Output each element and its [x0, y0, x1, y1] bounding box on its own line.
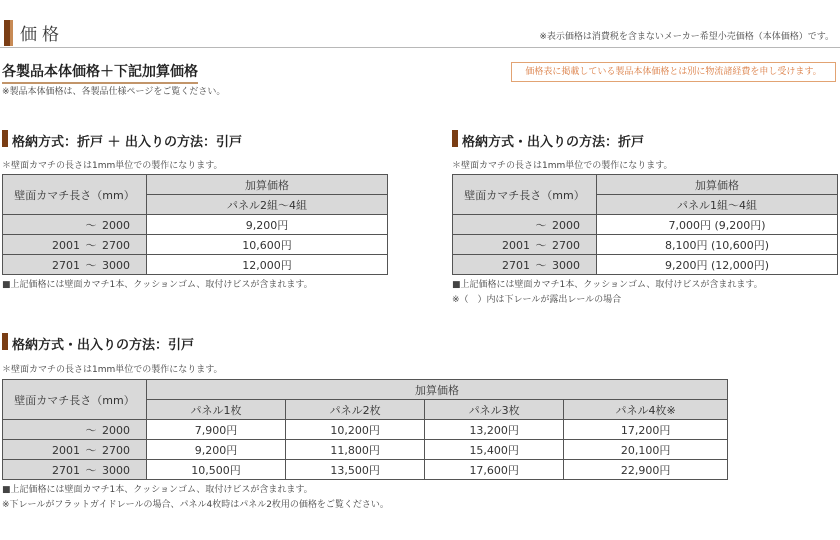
table-row: [3, 255, 388, 275]
price-cell: 11,800円: [286, 440, 425, 460]
section1-title: 格納方式：折戸 ＋ 出入りの方法：引戸: [12, 135, 243, 150]
price-cell: 20,100円: [564, 440, 728, 460]
price-cell: 10,600円: [147, 235, 388, 255]
section3-title: 格納方式・出入りの方法：引戸: [12, 338, 195, 353]
section2-title: 格納方式・出入りの方法：折戸: [462, 135, 645, 150]
section1-group-header: 加算価格: [147, 175, 388, 195]
section1-col-label: 壁面カマチ長さ（mm）: [3, 175, 147, 215]
logistics-notice: 価格表に掲載している製品本体価格とは別に物流諸経費を申し受けます。: [511, 62, 836, 82]
section1-price-table: [2, 174, 388, 275]
section2-note: ＊壁面カマチの長さは1mm単位での製作になります。: [452, 161, 673, 171]
price-cell: 22,900円: [564, 460, 728, 480]
price-cell: 13,500円: [286, 460, 425, 480]
price-cell: 17,200円: [564, 420, 728, 440]
range-from: 2001: [52, 238, 80, 252]
tax-note: ※表示価格は消費税を含まないメーカー希望小売価格（本体価格）です。: [539, 32, 834, 42]
table-row: [3, 420, 728, 440]
range-sep: 〜: [85, 463, 97, 477]
range-sep: 〜: [85, 238, 97, 252]
range-sep: 〜: [535, 238, 547, 252]
range-from: 2701: [502, 258, 530, 272]
section2-col-label: 壁面カマチ長さ（mm）: [453, 175, 597, 215]
range-to: 3000: [102, 463, 130, 477]
section2-footnote-2: ※（ ）内は下レールが露出レールの場合: [452, 295, 622, 305]
section1-marker: [2, 130, 8, 147]
table-row: [3, 460, 728, 480]
section3-sub-header: パネル1枚: [147, 400, 286, 420]
range-to: 2700: [552, 238, 580, 252]
header-accent-bar-light: [10, 20, 13, 46]
section3-footnote-2: ※下レールがフラットガイドレールの場合、パネル4枚時はパネル2枚用の価格をご覧ください。: [2, 500, 389, 510]
section3-col-label: 壁面カマチ長さ（mm）: [3, 380, 147, 420]
section1-sub-header: パネル2組〜4組: [147, 195, 388, 215]
price-cell: 13,200円: [425, 420, 564, 440]
range-to: 2700: [102, 443, 130, 457]
section3-price-table: [2, 379, 728, 480]
table-row: [453, 255, 838, 275]
section3-group-header: 加算価格: [147, 380, 728, 400]
section2-marker: [452, 130, 458, 147]
range-to: 3000: [552, 258, 580, 272]
section2-group-header: 加算価格: [597, 175, 838, 195]
range-from: 2701: [52, 463, 80, 477]
price-cell: 9,200円: [147, 215, 388, 235]
range-to: 2000: [552, 218, 580, 232]
price-cell: 17,600円: [425, 460, 564, 480]
table-row: [3, 215, 388, 235]
price-cell: 8,100円 (10,600円): [597, 235, 838, 255]
price-cell: 7,000円 (9,200円): [597, 215, 838, 235]
section3-footnote: ■上記価格には壁面カマチ1本、クッションゴム、取付けビスが含まれます。: [2, 485, 313, 495]
range-to: 3000: [102, 258, 130, 272]
range-sep: 〜: [85, 443, 97, 457]
section1-note: ＊壁面カマチの長さは1mm単位での製作になります。: [2, 161, 223, 171]
table-row: [453, 235, 838, 255]
section3-note: ＊壁面カマチの長さは1mm単位での製作になります。: [2, 365, 223, 375]
range-sep: 〜: [85, 423, 97, 437]
section3-sub-header: パネル3枚: [425, 400, 564, 420]
range-sep: 〜: [535, 258, 547, 272]
range-to: 2700: [102, 238, 130, 252]
section1-footnote: ■上記価格には壁面カマチ1本、クッションゴム、取付けビスが含まれます。: [2, 280, 313, 290]
price-cell: 15,400円: [425, 440, 564, 460]
range-sep: 〜: [85, 218, 97, 232]
price-cell: 7,900円: [147, 420, 286, 440]
table-row: [3, 440, 728, 460]
header-divider: [0, 47, 840, 48]
price-cell: 10,500円: [147, 460, 286, 480]
intro-title: 各製品本体価格＋下記加算価格: [2, 61, 198, 84]
range-from: 2001: [502, 238, 530, 252]
price-cell: 9,200円: [147, 440, 286, 460]
section3-sub-header: パネル4枚※: [564, 400, 728, 420]
range-to: 2000: [102, 423, 130, 437]
price-cell: 9,200円 (12,000円): [597, 255, 838, 275]
intro-note: ※製品本体価格は、各製品仕様ページをご覧ください。: [2, 87, 226, 97]
section3-sub-header: パネル2枚: [286, 400, 425, 420]
page-title: 価格: [20, 25, 64, 45]
price-cell: 12,000円: [147, 255, 388, 275]
range-sep: 〜: [535, 218, 547, 232]
price-cell: 10,200円: [286, 420, 425, 440]
section2-sub-header: パネル1組〜4組: [597, 195, 838, 215]
range-to: 2000: [102, 218, 130, 232]
section3-marker: [2, 333, 8, 350]
section2-price-table: [452, 174, 838, 275]
section2-footnote: ■上記価格には壁面カマチ1本、クッションゴム、取付けビスが含まれます。: [452, 280, 763, 290]
table-row: [453, 215, 838, 235]
range-sep: 〜: [85, 258, 97, 272]
table-row: [3, 235, 388, 255]
range-from: 2001: [52, 443, 80, 457]
range-from: 2701: [52, 258, 80, 272]
